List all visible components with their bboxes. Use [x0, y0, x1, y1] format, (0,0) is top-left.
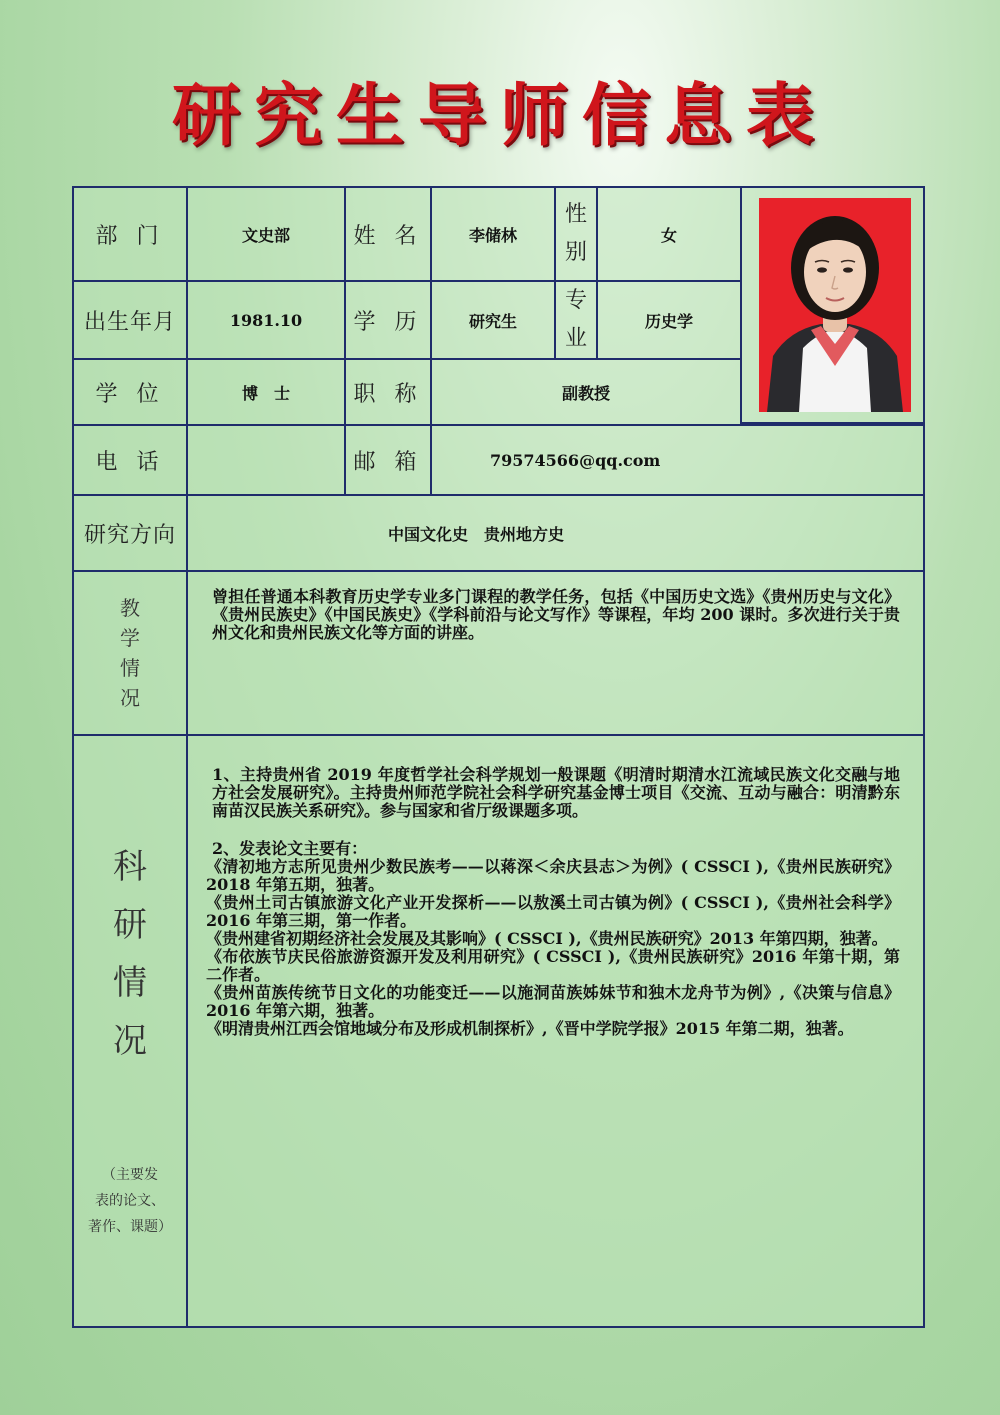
paper-item: 《贵州土司古镇旅游文化产业开发探析——以敖溪土司古镇为例》( CSSCI ),《贵州社会科学》2016 年第三期，第一作者。	[206, 893, 900, 930]
degree-label: 学 位	[72, 358, 188, 426]
paper-item: 《贵州苗族传统节日文化的功能变迁——以施洞苗族姊妹节和独木龙舟节为例》,《决策与信息》2016 年第六期，独著。	[206, 983, 900, 1020]
portrait-icon	[759, 198, 911, 412]
page-title: 研究生导师信息表	[171, 77, 828, 156]
phone-label: 电 话	[72, 424, 188, 496]
edu-label: 学 历	[344, 280, 432, 360]
research-item-1: 1、主持贵州省 2019 年度哲学社会科学规划一般课题《明清时期清水江流域民族文化交融与地方社会发展研究》。主持贵州师范学院社会科学研究基金博士项目《交流、互动与融合：明清黔东南苗汉民族关系研究》。参与国家和省厅级课题多项。	[212, 765, 900, 820]
portrait-photo	[759, 198, 911, 412]
research-direction-value: 中国文化史 贵州地方史	[186, 494, 925, 572]
dept-value: 文史部	[186, 186, 346, 282]
teaching-label-3: 情	[120, 656, 140, 680]
research-note-1: （主要发	[102, 1167, 158, 1183]
rank-label: 职 称	[344, 358, 432, 426]
research-label-3: 情	[113, 963, 147, 1003]
paper-item: 《清初地方志所见贵州少数民族考——以蒋深＜余庆县志＞为例》( CSSCI ),《贵州民族研究》2018 年第五期，独著。	[206, 857, 900, 894]
paper-item: 《布依族节庆民俗旅游资源开发及利用研究》( CSSCI ),《贵州民族研究》2016 年第十期，第二作者。	[206, 947, 900, 984]
gender-label-2: 别	[564, 240, 587, 265]
major-label-2: 业	[564, 326, 587, 351]
major-value: 历史学	[596, 280, 742, 360]
research-label	[72, 734, 188, 1328]
birth-label: 出生年月	[72, 280, 188, 360]
name-value: 李储林	[430, 186, 556, 282]
teaching-label	[72, 570, 188, 736]
research-label-1: 科	[113, 847, 147, 887]
teaching-text: 曾担任普通本科教育历史学专业多门课程的教学任务，包括《中国历史文选》《贵州历史与文化》《贵州民族史》《中国民族史》《学科前沿与论文写作》等课程，年均 200 课时。多次进行关于贵州文化和贵州民族文化等方面的讲座。	[212, 587, 900, 642]
research-label-2: 研	[113, 905, 147, 945]
research-label-4: 况	[113, 1021, 147, 1061]
major-label	[554, 280, 598, 360]
research-item-2-title: 2、发表论文主要有：	[212, 839, 368, 858]
phone-value	[186, 424, 346, 496]
dept-label: 部 门	[72, 186, 188, 282]
rank-value: 副教授	[430, 358, 742, 426]
paper-item: 《明清贵州江西会馆地域分布及形成机制探析》,《晋中学院学报》2015 年第二期，独著。	[206, 1019, 854, 1038]
research-note-2: 表的论文、	[95, 1193, 165, 1209]
paper-item: 《贵州建省初期经济社会发展及其影响》( CSSCI ),《贵州民族研究》2013 年第四期，独著。	[206, 929, 888, 948]
major-label-1: 专	[564, 288, 587, 313]
research-direction-label: 研究方向	[72, 494, 188, 572]
edu-value: 研究生	[430, 280, 556, 360]
degree-value: 博 士	[186, 358, 346, 426]
email-value: 79574566@qq.com	[430, 424, 925, 496]
email-label: 邮 箱	[344, 424, 432, 496]
birth-value: 1981.10	[186, 280, 346, 360]
research-note-3: 著作、课题）	[88, 1219, 172, 1235]
gender-label	[554, 186, 598, 282]
teaching-label-2: 学	[120, 626, 140, 650]
teaching-label-4: 况	[120, 686, 140, 710]
gender-value: 女	[596, 186, 742, 282]
name-label: 姓 名	[344, 186, 432, 282]
research-text	[206, 765, 900, 1038]
teaching-label-1: 教	[120, 596, 140, 620]
gender-label-1: 性	[564, 202, 587, 227]
